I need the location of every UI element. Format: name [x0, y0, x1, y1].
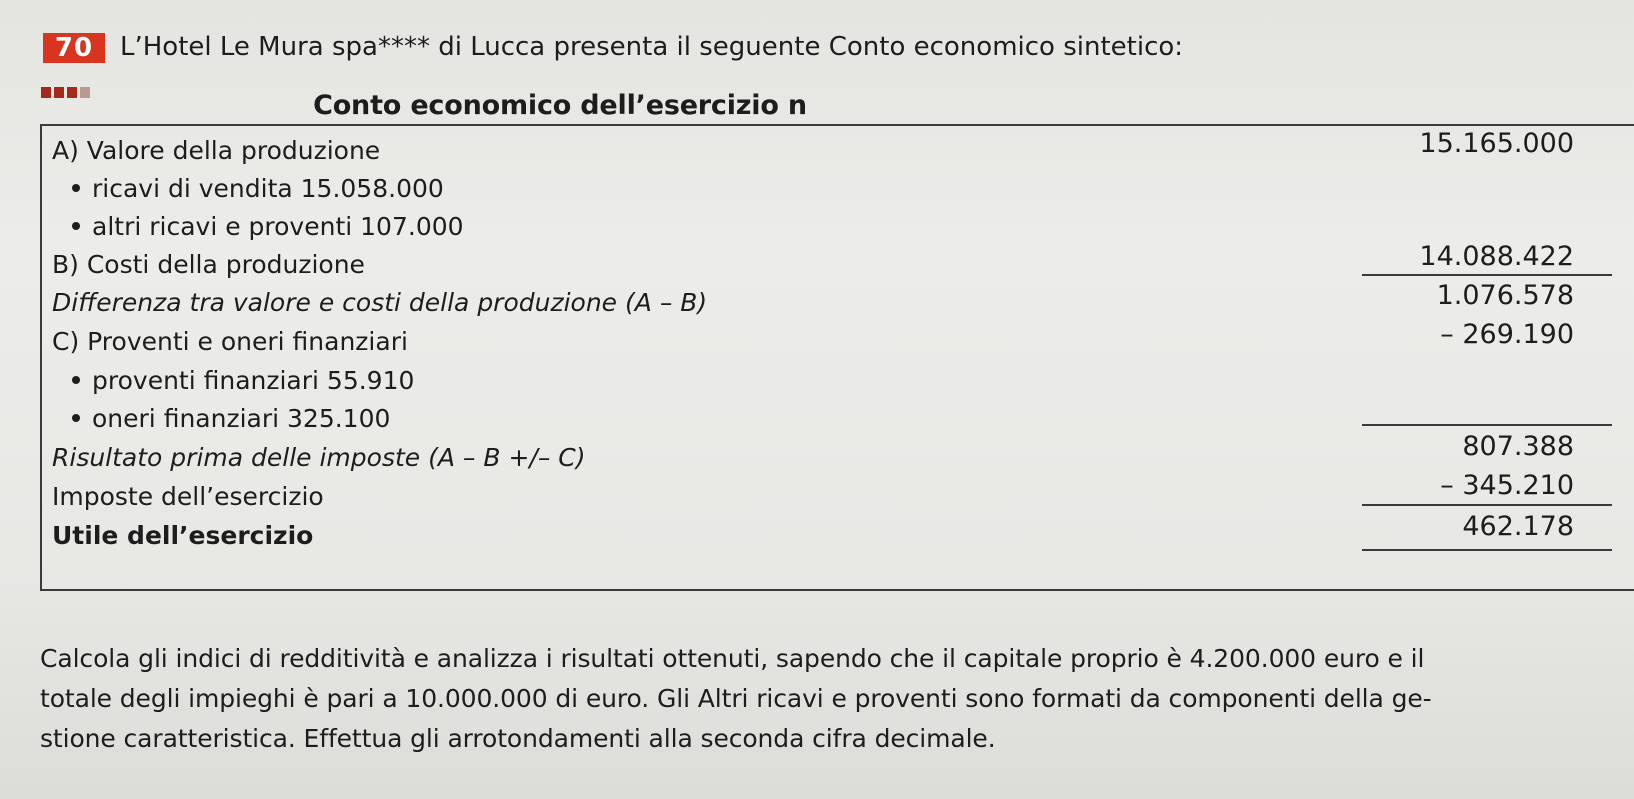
row-label-altri-ricavi: altri ricavi e proventi 107.000	[72, 212, 464, 241]
row-label-differenza: Differenza tra valore e costi della produzione (A – B)	[52, 288, 708, 317]
question-line-1: Calcola gli indici di redditività e analizza i risultati ottenuti, sapendo che il capitale proprio è 4.200.000 euro e il	[40, 644, 1425, 673]
question-line-3: stione caratteristica. Effettua gli arrotondamenti alla seconda cifra decimale.	[40, 724, 996, 753]
exercise-intro: L’Hotel Le Mura spa**** di Lucca presenta il seguente Conto economico sintetico:	[120, 32, 1184, 62]
row-label-risultato-ante-imposte: Risultato prima delle imposte (A – B +/– C)	[52, 443, 586, 472]
row-label-valore-produzione: A) Valore della produzione	[52, 136, 381, 165]
exercise-number-badge: 70	[43, 33, 105, 63]
question-line-2: totale degli impieghi è pari a 10.000.000 di euro. Gli Altri ricavi e proventi sono formati da componenti della ge-	[40, 684, 1432, 713]
row-label-ricavi-vendita: ricavi di vendita 15.058.000	[72, 174, 444, 203]
row-label-proventi-oneri: C) Proventi e oneri finanziari	[52, 327, 408, 356]
row-label-oneri-finanziari: oneri finanziari 325.100	[72, 404, 390, 433]
row-label-utile: Utile dell’esercizio	[52, 521, 314, 550]
amount-risultato-ante-imposte: 807.388	[1462, 431, 1574, 462]
separator-line	[1362, 424, 1612, 426]
separator-line	[1362, 274, 1612, 276]
amount-imposte: – 345.210	[1440, 470, 1574, 501]
row-label-proventi-finanziari: proventi finanziari 55.910	[72, 366, 414, 395]
table-title: Conto economico dell’esercizio n	[313, 90, 807, 121]
separator-line	[1362, 504, 1612, 506]
amount-costi-produzione: 14.088.422	[1419, 241, 1574, 272]
amount-proventi-oneri: – 269.190	[1440, 319, 1574, 350]
row-label-imposte: Imposte dell’esercizio	[52, 482, 324, 511]
row-label-costi-produzione: B) Costi della produzione	[52, 250, 365, 279]
amount-differenza: 1.076.578	[1436, 280, 1574, 311]
separator-line	[1362, 549, 1612, 551]
amount-valore-produzione: 15.165.000	[1419, 128, 1574, 159]
amount-utile: 462.178	[1462, 511, 1574, 542]
